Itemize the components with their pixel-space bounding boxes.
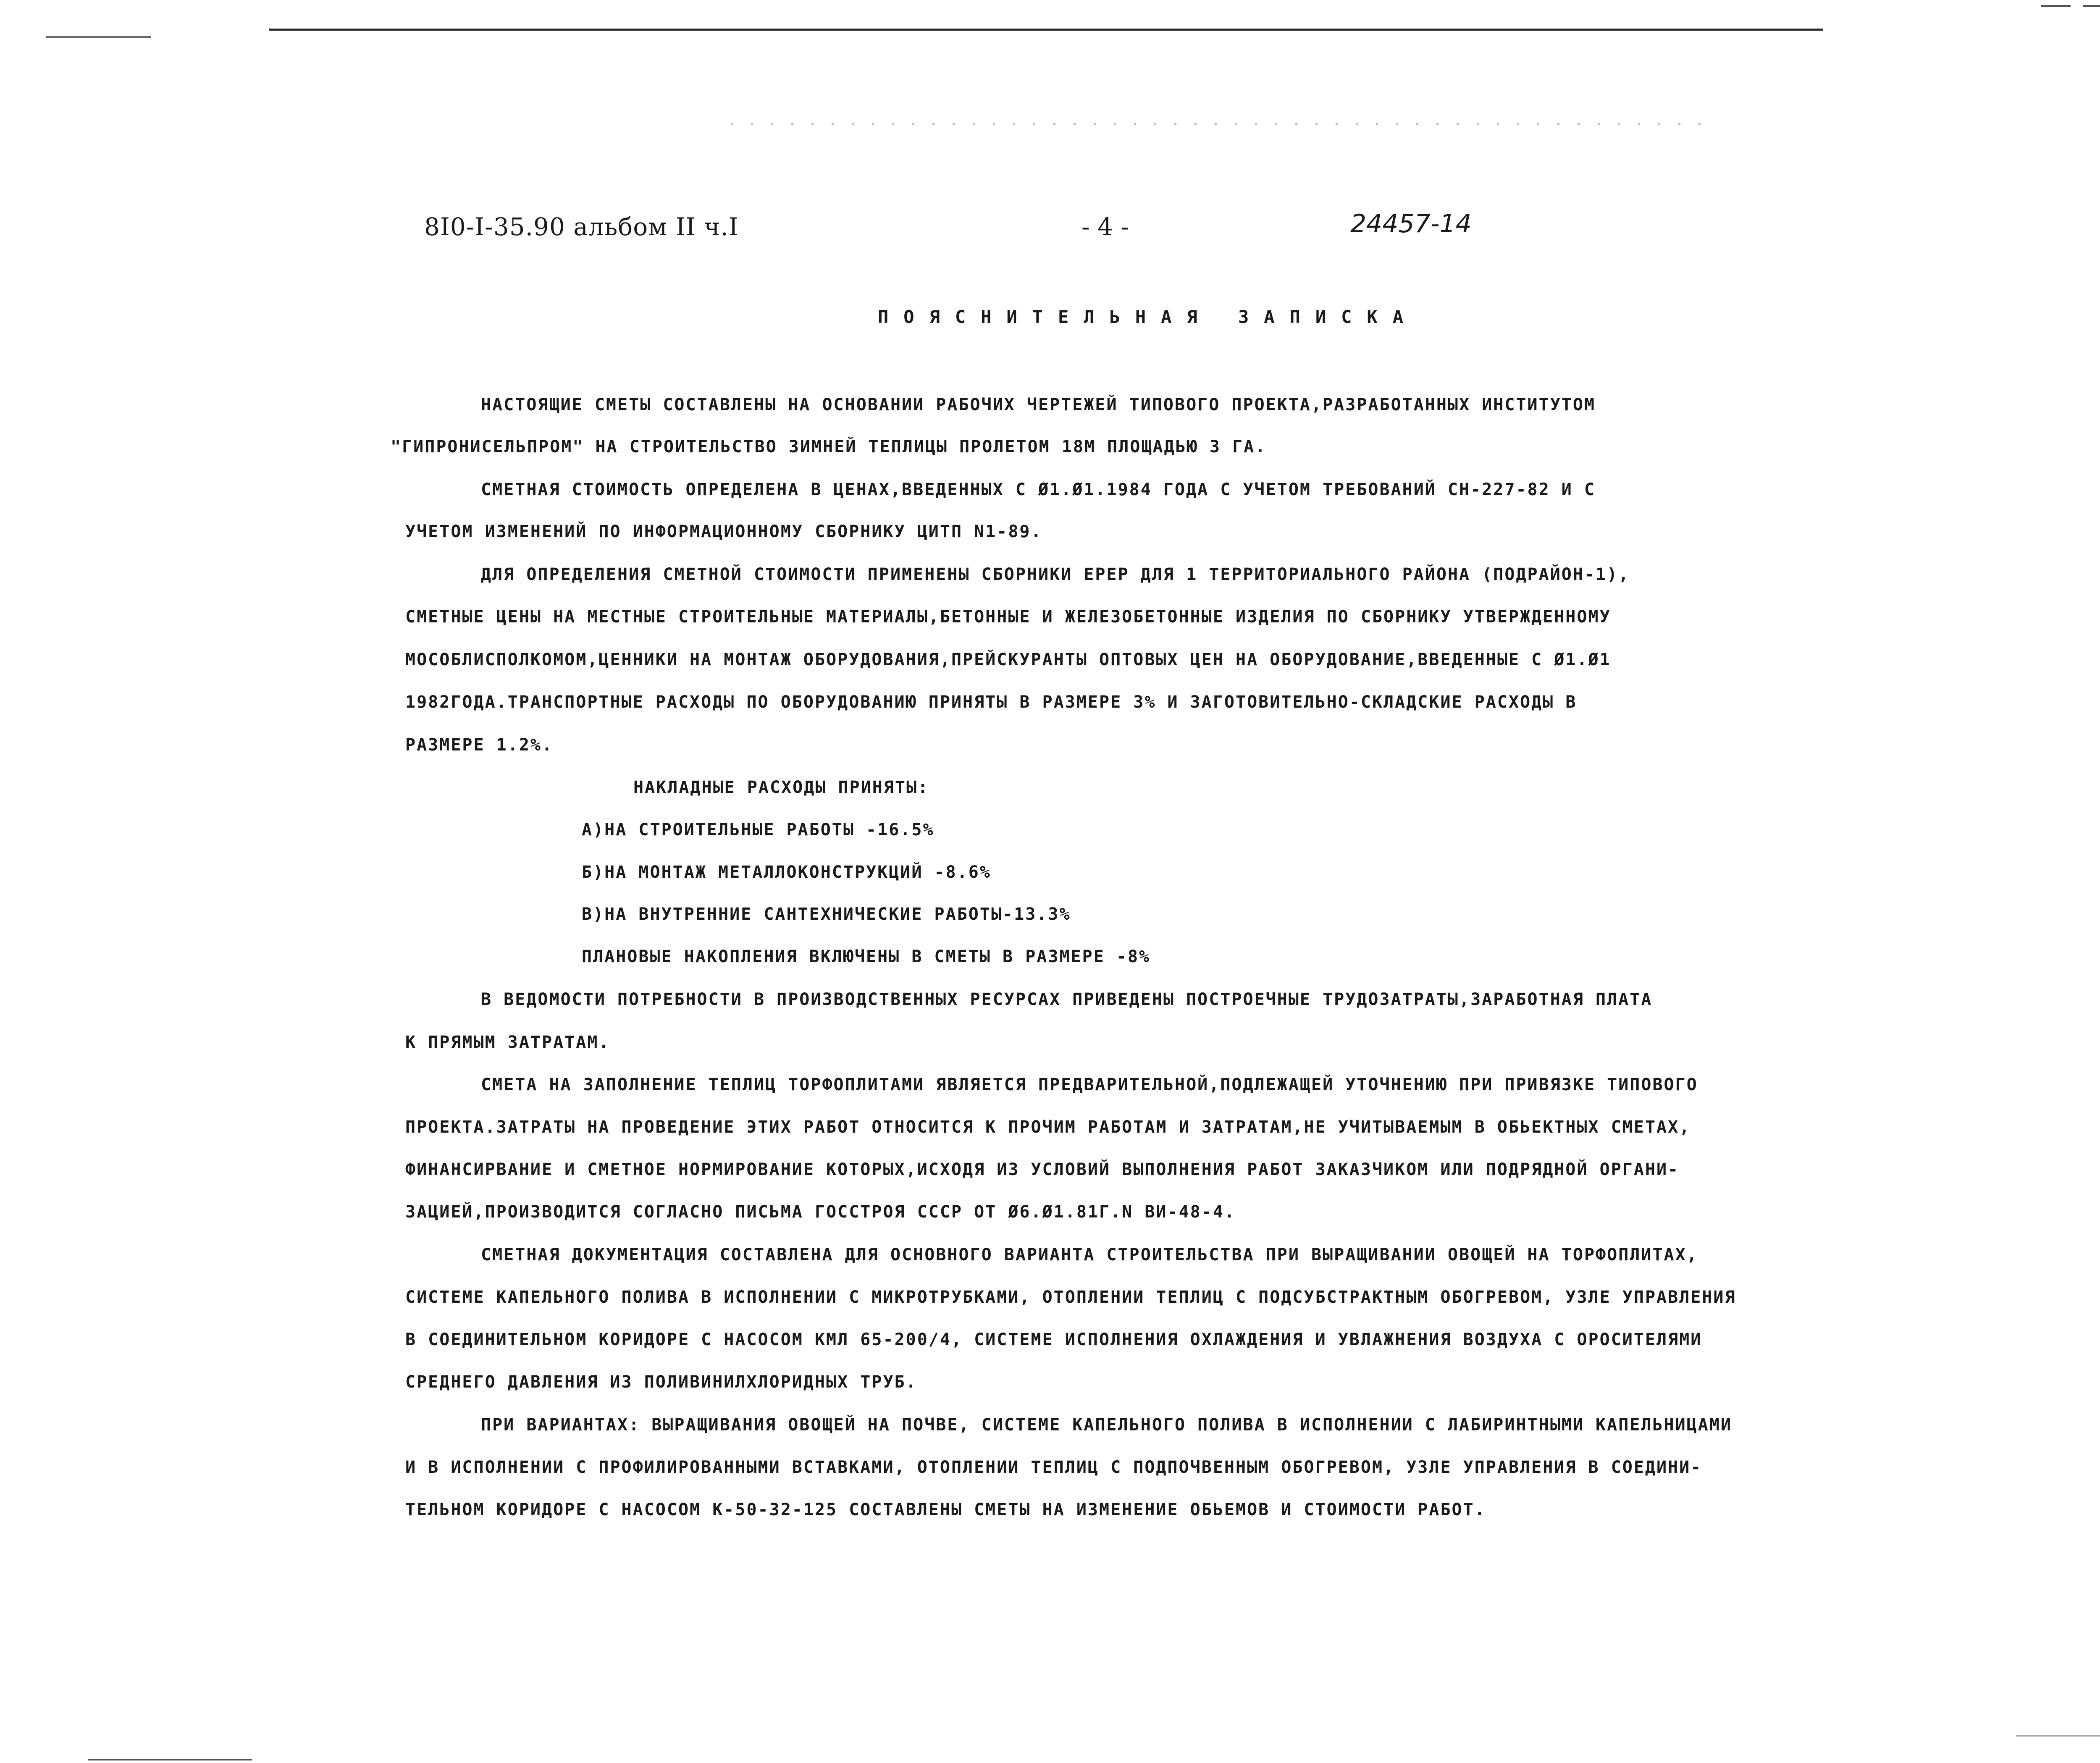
body-line: ПРОЕКТА.ЗАТРАТЫ НА ПРОВЕДЕНИЕ ЭТИХ РАБОТ ОТНОСИТСЯ К ПРОЧИМ РАБОТАМ И ЗАТРАТАМ,НЕ УЧИТЫВАЕМЫМ В ОБЬЕКТНЫХ СМЕТАХ, — [405, 1118, 1691, 1137]
body-line: К ПРЯМЫМ ЗАТРАТАМ. — [405, 1033, 610, 1052]
bottom-right-mark — [2016, 1735, 2100, 1737]
body-line: НАСТОЯЩИЕ СМЕТЫ СОСТАВЛЕНЫ НА ОСНОВАНИИ РАБОЧИХ ЧЕРТЕЖЕЙ ТИПОВОГО ПРОЕКТА,РАЗРАБОТАННЫХ ИНСТИТУТОМ — [481, 395, 1596, 415]
corner-mark-right-2 — [2083, 5, 2100, 7]
body-line: СМЕТНЫЕ ЦЕНЫ НА МЕСТНЫЕ СТРОИТЕЛЬНЫЕ МАТЕРИАЛЫ,БЕТОННЫЕ И ЖЕЛЕЗОБЕТОННЫЕ ИЗДЕЛИЯ ПО СБОРНИКУ УТВЕРЖДЕННОМУ — [405, 607, 1611, 627]
body-line: 1982ГОДА.ТРАНСПОРТНЫЕ РАСХОДЫ ПО ОБОРУДОВАНИЮ ПРИНЯТЫ В РАЗМЕРЕ 3% И ЗАГОТОВИТЕЛЬНО-СКЛАДСКИЕ РАСХОДЫ В — [405, 693, 1577, 712]
body-line: СМЕТНАЯ ДОКУМЕНТАЦИЯ СОСТАВЛЕНА ДЛЯ ОСНОВНОГО ВАРИАНТА СТРОИТЕЛЬСТВА ПРИ ВЫРАЩИВАНИИ ОВОЩЕЙ НА ТОРФОПЛИТАХ, — [481, 1245, 1698, 1265]
body-line: ФИНАНСИРВАНИЕ И СМЕТНОЕ НОРМИРОВАНИЕ КОТОРЫХ,ИСХОДЯ ИЗ УСЛОВИЙ ВЫПОЛНЕНИЯ РАБОТ ЗАКАЗЧИКОМ ИЛИ ПОДРЯДНОЙ ОРГАНИ- — [405, 1160, 1680, 1179]
body-line: НАКЛАДНЫЕ РАСХОДЫ ПРИНЯТЫ: — [633, 778, 929, 797]
page-title: ПОЯСНИТЕЛЬНАЯ ЗАПИСКА — [878, 307, 1419, 327]
body-line: Б)НА МОНТАЖ МЕТАЛЛОКОНСТРУКЦИЙ -8.6% — [582, 863, 991, 882]
body-line: СМЕТНАЯ СТОИМОСТЬ ОПРЕДЕЛЕНА В ЦЕНАХ,ВВЕДЕННЫХ С Ø1.Ø1.1984 ГОДА С УЧЕТОМ ТРЕБОВАНИЙ СН-227-82 И С — [481, 480, 1596, 499]
body-line: МОСОБЛИСПОЛКОМОМ,ЦЕННИКИ НА МОНТАЖ ОБОРУДОВАНИЯ,ПРЕЙСКУРАНТЫ ОПТОВЫХ ЦЕН НА ОБОРУДОВАНИЕ,ВВЕДЕННЫЕ С Ø1.Ø1 — [405, 650, 1611, 669]
corner-mark-right — [2041, 5, 2071, 7]
body-line: "ГИПРОНИСЕЛЬПРОМ" НА СТРОИТЕЛЬСТВО ЗИМНЕЙ ТЕПЛИЦЫ ПРОЛЕТОМ 18М ПЛОЩАДЬЮ 3 ГА. — [391, 437, 1267, 456]
bottom-left-mark — [88, 1759, 252, 1760]
body-line: ПРИ ВАРИАНТАХ: ВЫРАЩИВАНИЯ ОВОЩЕЙ НА ПОЧВЕ, СИСТЕМЕ КАПЕЛЬНОГО ПОЛИВА В ИСПОЛНЕНИИ С ЛАБИРИНТНЫМИ КАПЕЛЬНИЦАМИ — [481, 1415, 1732, 1435]
top-border-line — [269, 29, 1823, 31]
body-line: СМЕТА НА ЗАПОЛНЕНИЕ ТЕПЛИЦ ТОРФОПЛИТАМИ ЯВЛЯЕТСЯ ПРЕДВАРИТЕЛЬНОЙ,ПОДЛЕЖАЩЕЙ УТОЧНЕНИЮ ПРИ ПРИВЯЗКЕ ТИПОВОГО — [481, 1075, 1698, 1094]
body-line: ЗАЦИЕЙ,ПРОИЗВОДИТСЯ СОГЛАСНО ПИСЬМА ГОССТРОЯ СССР ОТ Ø6.Ø1.81Г.N ВИ-48-4. — [405, 1202, 1236, 1222]
scan-dots — [731, 123, 1718, 125]
body-line: А)НА СТРОИТЕЛЬНЫЕ РАБОТЫ -16.5% — [582, 820, 934, 840]
body-line: ТЕЛЬНОМ КОРИДОРЕ С НАСОСОМ К-50-32-125 СОСТАВЛЕНЫ СМЕТЫ НА ИЗМЕНЕНИЕ ОБЬЕМОВ И СТОИМОСТИ РАБОТ. — [405, 1500, 1486, 1519]
document-reference: 8I0-I-35.90 альбом II ч.I — [424, 213, 739, 241]
page-number: - 4 - — [1082, 213, 1129, 241]
body-line: ПЛАНОВЫЕ НАКОПЛЕНИЯ ВКЛЮЧЕНЫ В СМЕТЫ В РАЗМЕРЕ -8% — [582, 947, 1151, 966]
body-line: И В ИСПОЛНЕНИИ С ПРОФИЛИРОВАННЫМИ ВСТАВКАМИ, ОТОПЛЕНИИ ТЕПЛИЦ С ПОДПОЧВЕННЫМ ОБОГРЕВОМ, УЗЛЕ УПРАВЛЕНИЯ В СОЕДИНИ- — [405, 1458, 1702, 1477]
body-line: В ВЕДОМОСТИ ПОТРЕБНОСТИ В ПРОИЗВОДСТВЕННЫХ РЕСУРСАХ ПРИВЕДЕНЫ ПОСТРОЕЧНЫЕ ТРУДОЗАТРАТЫ,ЗАРАБОТНАЯ ПЛАТА — [481, 990, 1653, 1009]
body-line: СИСТЕМЕ КАПЕЛЬНОГО ПОЛИВА В ИСПОЛНЕНИИ С МИКРОТРУБКАМИ, ОТОПЛЕНИИ ТЕПЛИЦ С ПОДСУБСТРАКТНЫМ ОБОГРЕВОМ, УЗЛЕ УПРАВЛЕНИЯ — [405, 1288, 1736, 1307]
body-line: СРЕДНЕГО ДАВЛЕНИЯ ИЗ ПОЛИВИНИЛХЛОРИДНЫХ ТРУБ. — [405, 1372, 917, 1392]
archive-code-handwritten: 24457-14 — [1350, 209, 1472, 239]
body-line: РАЗМЕРЕ 1.2%. — [405, 735, 554, 755]
body-line: В)НА ВНУТРЕННИЕ САНТЕХНИЧЕСКИЕ РАБОТЫ-13.3% — [582, 905, 1071, 924]
corner-mark-left — [46, 36, 151, 38]
body-line: В СОЕДИНИТЕЛЬНОМ КОРИДОРЕ С НАСОСОМ КМЛ 65-200/4, СИСТЕМЕ ИСПОЛНЕНИЯ ОХЛАЖДЕНИЯ И УВЛАЖНЕНИЯ ВОЗДУХА С ОРОСИТЕЛЯМИ — [405, 1330, 1702, 1349]
body-line: ДЛЯ ОПРЕДЕЛЕНИЯ СМЕТНОЙ СТОИМОСТИ ПРИМЕНЕНЫ СБОРНИКИ ЕРЕР ДЛЯ 1 ТЕРРИТОРИАЛЬНОГО РАЙОНА (ПОДРАЙОН-1), — [481, 565, 1630, 584]
body-line: УЧЕТОМ ИЗМЕНЕНИЙ ПО ИНФОРМАЦИОННОМУ СБОРНИКУ ЦИТП N1-89. — [405, 522, 1042, 541]
